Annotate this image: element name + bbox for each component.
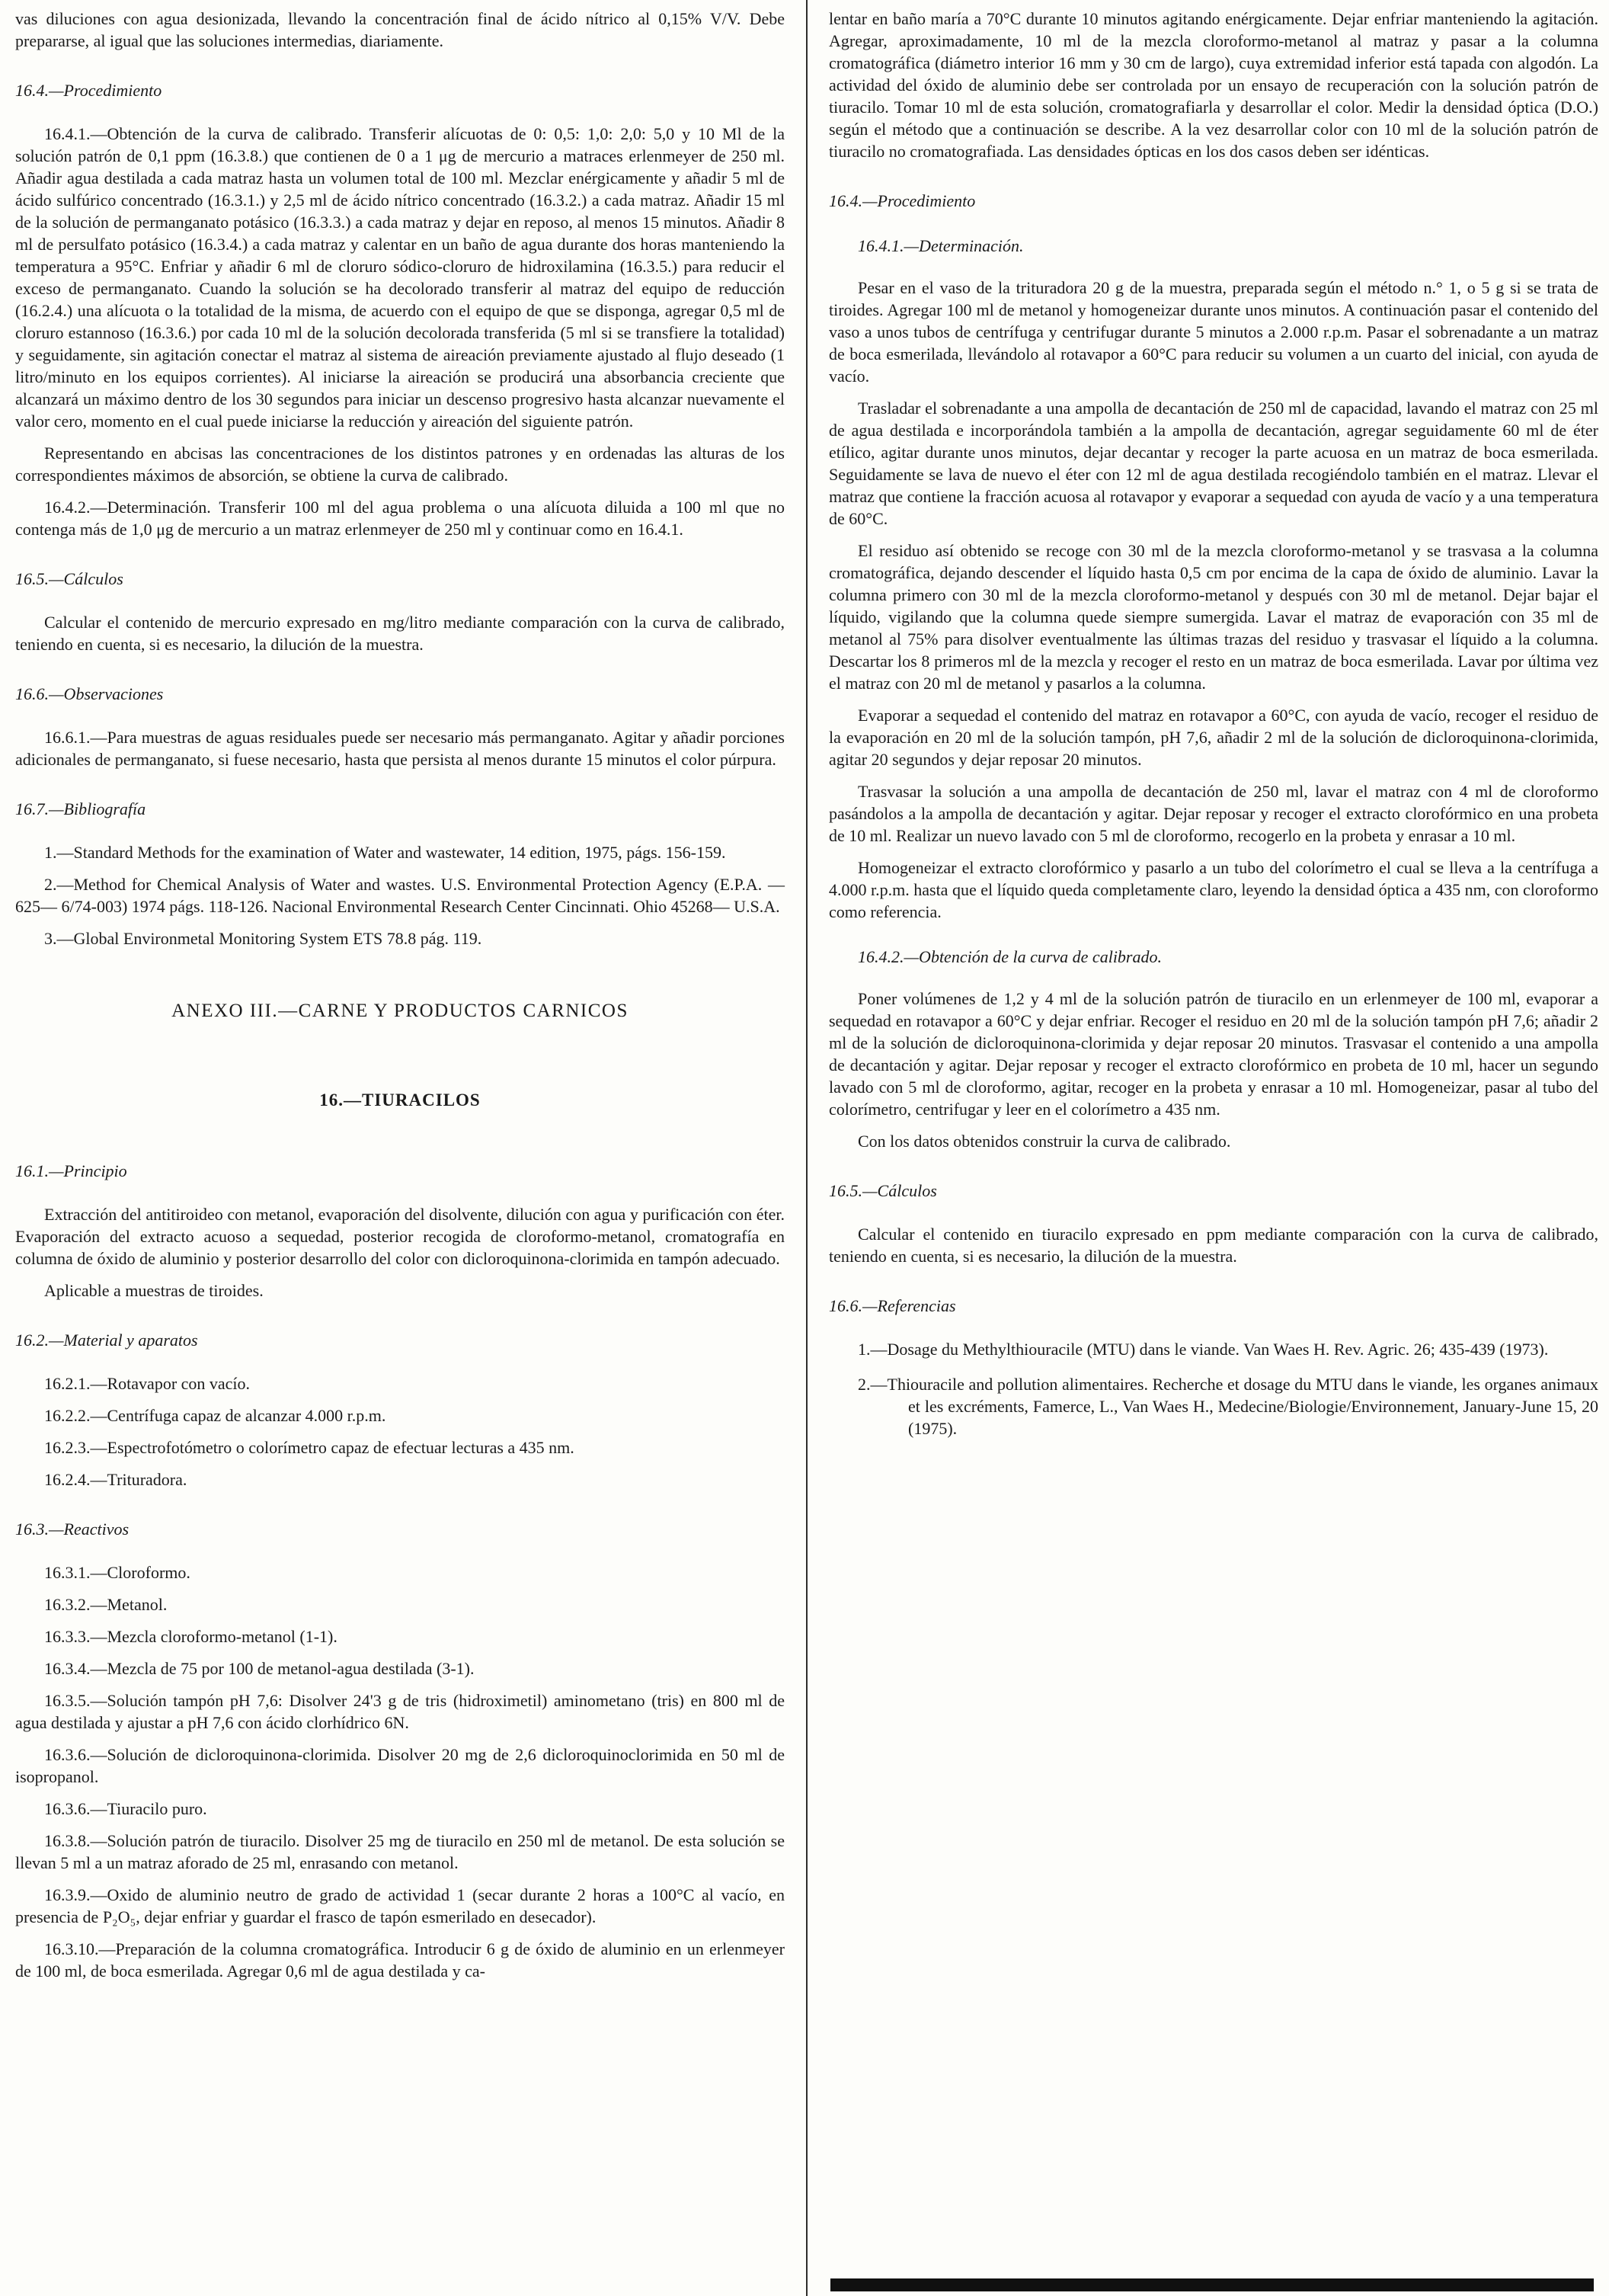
paragraph: 16.3.6.—Tiuracilo puro. [44, 1799, 207, 1818]
paragraph: 16.3.5.—Solución tampón pH 7,6: Disolver 24'3 g de tris (hidroximetil) aminometano (tris) en 800 ml de agua destilada y ajustar a pH 7,6 con ácido clorhídrico 6N. [15, 1691, 785, 1732]
paragraph: Extracción del antitiroideo con metanol, evaporación del disolvente, dilución con agua y purificación con éter. Evaporación del extracto acuoso a sequedad, posterior recogida de cloroformo-metanol, cromatografía en columna de óxido de aluminio y posterior desarrollo del color con dicloroquinona-clorimida en tampón adecuado. [15, 1205, 785, 1268]
paragraph: Calcular el contenido de mercurio expresado en mg/litro mediante comparación con la curva de calibrado, teniendo en cuenta, si es necesario, la dilución de la muestra. [15, 613, 785, 654]
paragraph: Evaporar a sequedad el contenido del matraz en rotavapor a 60°C, con ayuda de vacío, recoger el residuo de la evaporación en 20 ml de la solución tampón, pH 7,6, añadir 2 ml de la solución de dicloroquinona-clorimida, agitar 20 segundos y dejar reposar 20 minutos. [829, 706, 1598, 769]
paragraph: vas diluciones con agua desionizada, llevando la concentración final de ácido nítrico al 0,15% V/V. Debe prepararse, al igual que las soluciones intermedias, diariamente. [15, 9, 785, 50]
section-heading: 16.4.—Procedimiento [829, 191, 976, 210]
paragraph: Trasladar el sobrenadante a una ampolla de decantación de 250 ml de capacidad, lavando el matraz con 25 ml de agua destilada e incorporándola también a la ampolla de decantación, agregar seguidamente 60 ml de éter etílico, agitar durante unos minutos, dejar decantar y recoger la parte acuosa en un matraz de boca esmerilada. Seguidamente se lava de nuevo el éter con 12 ml de agua destilada recogiéndolo también en el matraz. Llevar el matraz que contiene la fracción acuosa al rotavapor y evaporar a sequedad con ayuda de vacío y a una temperatura de 60°C. [829, 399, 1598, 528]
paragraph: lentar en baño maría a 70°C durante 10 minutos agitando enérgicamente. Dejar enfriar manteniendo la agitación. Agregar, aproximadamente, 10 ml de la mezcla cloroformo-metanol al matraz y pasar a la columna cromatográfica (diámetro interior 16 mm y 30 cm de largo), cuya extremidad inferior está tapada con algodón. La actividad del óxido de aluminio debe ser controlada por un ensayo de recuperación con la solución patrón de tiuracilo. Tomar 10 ml de esta solución, cromatografiarla y desarrollar el color. Medir la densidad óptica (D.O.) según el método que a continuación se describe. A la vez desarrollar color con 10 ml de la solución patrón de tiuracilo no cromatografiada. Las densidades ópticas en los dos casos deben ser idénticas. [829, 9, 1598, 161]
scan-artifact-bar [830, 2278, 1594, 2291]
paragraph: 16.4.2.—Determinación. Transferir 100 ml del agua problema o una alícuota diluida a 100 ml que no contenga más de 1,0 μg de mercurio a un matraz erlenmeyer de 250 ml y continuar como en 16.4.1. [15, 498, 785, 539]
section-heading: 16.3.—Reactivos [15, 1519, 130, 1539]
paragraph: 16.3.8.—Solución patrón de tiuracilo. Disolver 25 mg de tiuracilo en 250 ml de metanol. De esta solución se llevan 5 ml a un matraz aforado de 25 ml, enrasando con metanol. [15, 1831, 785, 1872]
paragraph: Homogeneizar el extracto clorofórmico y pasarlo a un tubo del colorímetro el cual se lleva a la centrífuga a 4.000 r.p.m. hasta que el líquido queda completamente claro, leyendo la densidad óptica a 435 nm, con cloroformo como referencia. [829, 858, 1598, 921]
paragraph: 16.3.10.—Preparación de la columna cromatográfica. Introducir 6 g de óxido de aluminio en un erlenmeyer de 100 ml, de boca esmerilada. Agregar 0,6 ml de agua destilada y ca- [15, 1939, 785, 1981]
paragraph: Aplicable a muestras de tiroides. [44, 1281, 264, 1300]
paragraph: 16.3.2.—Metanol. [44, 1595, 168, 1614]
reference-item: 2.—Thiouracile and pollution alimentaires. Recherche et dosage du MTU dans le viande, les organes animaux et les excréments, Famerce, L., Van Waes H., Medecine/Biologie/Environnement, January-June 15, 20 (1975). [858, 1375, 1598, 1438]
left-column [15, 8, 785, 1992]
section-heading: 16.5.—Cálculos [829, 1181, 937, 1200]
section-heading: 16.7.—Bibliografía [15, 799, 146, 818]
paragraph: Poner volúmenes de 1,2 y 4 ml de la solución patrón de tiuracilo en un erlenmeyer de 100 ml, evaporar a sequedad en rotavapor a 60°C y dejar enfriar. Recoger el residuo en 20 ml de la solución tampón pH 7,6; añadir 2 ml de la solución de dicloroquinona-clorimida y dejar reposar 20 minutos. Trasvasar el contenido a una ampolla de decantación y agitar. Dejar reposar y recoger el extracto clorofórmico en probeta de 10 ml, hacer un segundo lavado con 5 ml de cloroformo, agitar, recoger en la probeta y enrasar a 10 ml. Homogeneizar, pasar al tubo del colorímetro, centrifugar y leer en el colorímetro a 435 nm. [829, 989, 1598, 1119]
paragraph: Calcular el contenido en tiuracilo expresado en ppm mediante comparación con la curva de calibrado, teniendo en cuenta, si es necesario, la dilución de la muestra. [829, 1225, 1598, 1266]
paragraph: 16.4.1.—Obtención de la curva de calibrado. Transferir alícuotas de 0: 0,5: 1,0: 2,0: 5,0 y 10 Ml de la solución patrón de 0,1 ppm (16.3.8.) que contienen de 0 a 1 μg de mercurio a matraces erlenmeyer de 250 ml. Añadir agua destilada a cada matraz hasta un volumen total de 100 ml. Mezclar enérgicamente y añadir 5 ml de ácido sulfúrico concentrado (16.3.1.) y 2,5 ml de ácido nítrico concentrado (16.3.2.) a cada matraz. Añadir 15 ml de la solución de permanganato potásico (16.3.3.) a cada matraz y dejar en reposo, al menos 15 minutos. Añadir 8 ml de persulfato potásico (16.3.4.) a cada matraz y calentar en un baño de agua durante dos horas manteniendo la temperatura a 95°C. Enfriar y añadir 6 ml de cloruro sódico-cloruro de hidroxilamina (16.3.5.) para reducir el exceso de permanganato. Cuando la solución se ha decolorado transferir al matraz del equipo de reducción (16.2.4.) una alícuota o la totalidad de la misma, de acuerdo con el equipo de que se disponga, agregar 0,5 ml de cloruro estannoso (16.3.6.) por cada 10 ml de la solución decolorada transferida (5 ml si se transfiere la totalidad) y seguidamente, sin agitación conectar el matraz al sistema de aireación previamente ajustado al flujo deseado (1 litro/minuto en los equipos corrientes). Al iniciarse la aireación se producirá una absorbancia creciente que alcanzará un máximo dentro de los 30 segundos para iniciar un descenso progresivo hasta alcanzar nuevamente el valor cero, momento en el cual puede iniciarse la reducción y aireación del siguiente patrón. [15, 124, 785, 431]
paragraph: 16.6.1.—Para muestras de aguas residuales puede ser necesario más permanganato. Agitar y añadir porciones adicionales de permanganato, si fuese necesario, hasta que persista al menos durante 15 minutos el color púrpura. [15, 728, 785, 769]
paragraph: Trasvasar la solución a una ampolla de decantación de 250 ml, lavar el matraz con 4 ml de cloroformo pasándolos a la ampolla de decantación y agitar. Dejar reposar y recoger el extracto clorofórmico en una probeta de 10 ml. Realizar un nuevo lavado con 5 ml de cloroformo, recogerlo en la probeta y enrasar a 10 ml. [829, 782, 1598, 845]
paragraph: Representando en abcisas las concentraciones de los distintos patrones y en ordenadas las alturas de los correspondientes máximos de absorción, se obtiene la curva de calibrado. [15, 444, 785, 485]
paragraph: Pesar en el vaso de la trituradora 20 g de la muestra, preparada según el método n.° 1, o 5 g si se trata de tiroides. Agregar 100 ml de metanol y homogeneizar durante unos minutos. A continuación pasar el contenido del vaso a unos tubos de centrífuga y centrifugar durante 5 minutos a 2.000 r.p.m. Pasar el sobrenadante a un matraz de boca esmerilada, llevándolo al rotavapor a 60°C para reducir su volumen a un cuarto del inicial, con ayuda de vacío. [829, 278, 1598, 386]
paragraph: 3.—Global Environmetal Monitoring System ETS 78.8 pág. 119. [44, 929, 482, 948]
paragraph: 16.2.4.—Trituradora. [44, 1470, 187, 1489]
section-heading: 16.6.—Observaciones [15, 684, 164, 703]
paragraph: 16.2.2.—Centrífuga capaz de alcanzar 4.000 r.p.m. [44, 1406, 386, 1425]
paragraph: 1.—Standard Methods for the examination of Water and wastewater, 14 edition, 1975, págs. 156-159. [44, 843, 726, 862]
section-heading: 16.1.—Principio [15, 1161, 127, 1180]
subsection-heading: 16.4.1.—Determinación. [858, 236, 1024, 255]
annex-title: ANEXO III.—CARNE Y PRODUCTOS CARNICOS [171, 1001, 629, 1021]
paragraph: 16.3.4.—Mezcla de 75 por 100 de metanol-agua destilada (3-1). [44, 1659, 475, 1678]
paragraph: 16.3.6.—Solución de dicloroquinona-clorimida. Disolver 20 mg de 2,6 dicloroquinoclorimida en 50 ml de isopropanol. [15, 1745, 785, 1786]
paragraph: El residuo así obtenido se recoge con 30 ml de la mezcla cloroformo-metanol y se trasvasa a la columna cromatográfica, dejando descender el líquido hasta 0,5 cm por encima de la capa de óxido de aluminio. Lavar la columna primero con 30 ml de la mezcla cloroformo-metanol y después con 30 ml de metanol. Dejar bajar el líquido, vigilando que la columna quede siempre sumergida. Lavar el matraz de evaporación con 35 ml de metanol al 75% para disolver eventualmente las últimas trazas del residuo y trasvasar el líquido a la columna. Descartar los 8 primeros ml de la mezcla y recoger el resto en un matraz de boca esmerilada. Lavar por última vez el matraz con 20 ml de metanol y pasarlos a la columna. [829, 541, 1598, 693]
paragraph: 2.—Method for Chemical Analysis of Water and wastes. U.S. Environmental Protection Agency (E.P.A. —625— 6/74-003) 1974 págs. 118-126. Nacional Environmental Research Center Cincinnati. Ohio 45268— U.S.A. [15, 875, 785, 916]
paragraph: 16.3.3.—Mezcla cloroformo-metanol (1-1). [44, 1627, 337, 1646]
section-heading: 16.2.—Material y aparatos [15, 1331, 198, 1350]
section-heading: 16.5.—Cálculos [15, 569, 123, 588]
paragraph: 16.3.1.—Cloroformo. [44, 1563, 190, 1582]
paragraph: 16.2.1.—Rotavapor con vacío. [44, 1374, 251, 1393]
column-divider [806, 0, 808, 2296]
right-column [829, 8, 1598, 1452]
paragraph: 16.2.3.—Espectrofotómetro o colorímetro capaz de efectuar lecturas a 435 nm. [44, 1438, 574, 1457]
paragraph: Con los datos obtenidos construir la curva de calibrado. [858, 1132, 1231, 1151]
reference-item: 1.—Dosage du Methylthiouracile (MTU) dans le viande. Van Waes H. Rev. Agric. 26; 435-439 (1973). [858, 1340, 1549, 1359]
subsection-heading: 16.4.2.—Obtención de la curva de calibrado. [858, 947, 1162, 966]
section-heading: 16.4.—Procedimiento [15, 81, 162, 100]
paragraph: 16.3.9.—Oxido de aluminio neutro de grado de actividad 1 (secar durante 2 horas a 100°C al vacío, en presencia de P₂O₅, dejar enfriar y guardar el frasco de tapón esmerilado en desecador). [15, 1885, 785, 1926]
chapter-title: 16.—TIURACILOS [319, 1090, 481, 1110]
section-heading: 16.6.—Referencias [829, 1296, 956, 1315]
